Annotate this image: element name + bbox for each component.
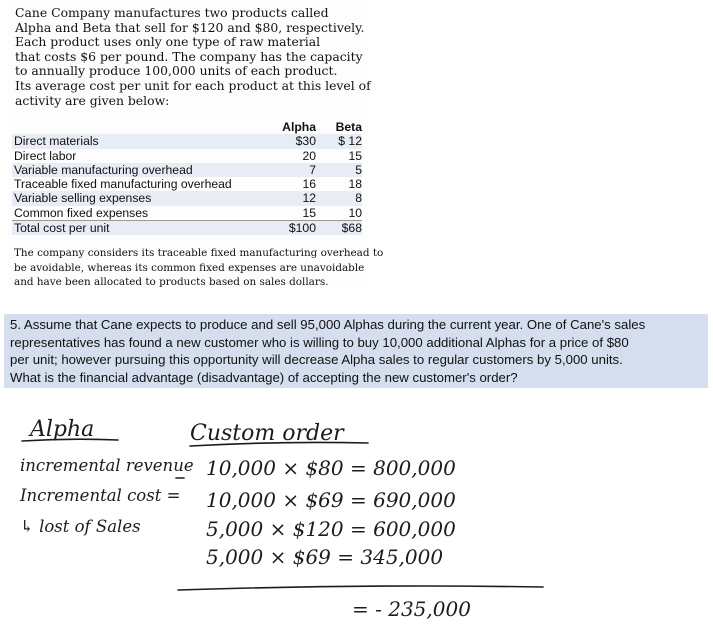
hand-heading-right: Custom order xyxy=(190,421,344,446)
hand-result: = - 235,000 xyxy=(352,597,471,621)
alpha-cost: 7 xyxy=(264,163,316,177)
row-label: Total cost per unit xyxy=(12,221,264,236)
alpha-cost: 15 xyxy=(302,205,316,220)
hand-label: incremental revenue xyxy=(20,456,194,475)
table-header-alpha: Alpha xyxy=(282,120,316,134)
row-label: Direct labor xyxy=(14,148,77,163)
note-line: and have been allocated to products based on sales dollars. xyxy=(14,276,329,289)
question-line: representatives has found a new customer who is willing to buy 10,000 additional Alphas for a price of $80 xyxy=(10,334,629,350)
table-header-beta: Beta xyxy=(335,120,362,134)
hand-label: ↳ lost of Sales xyxy=(20,517,141,536)
hand-calc-line: 10,000 × $69 = 690,000 xyxy=(206,488,456,512)
intro-line: Cane Company manufactures two products called xyxy=(15,5,329,20)
beta-cost: 8 xyxy=(316,191,362,205)
question-line: per unit; however pursuing this opportunity will decrease Alpha sales to regular customers by 5,000 units. xyxy=(10,352,623,368)
alpha-cost: 20 xyxy=(302,148,316,163)
intro-line: that costs $6 per pound. The company has the capacity xyxy=(15,48,363,64)
beta-cost: $ 12 xyxy=(316,134,362,148)
row-label: Common fixed expenses xyxy=(14,205,149,220)
hand-heading-left: Alpha xyxy=(30,417,95,442)
beta-cost: $68 xyxy=(316,221,362,236)
hand-calc-line: 5,000 × $69 = 345,000 xyxy=(206,545,444,569)
question-line: What is the financial advantage (disadvantage) of accepting the new customer's order? xyxy=(10,369,518,385)
question-line: 5. Assume that Cane expects to produce and sell 95,000 Alphas during the current year. One of Cane's sales xyxy=(10,317,646,332)
row-label: Variable manufacturing overhead xyxy=(12,163,264,177)
intro-line: to annually produce 100,000 units of each product. xyxy=(15,63,338,79)
beta-cost: 5 xyxy=(316,163,362,177)
row-label: Direct materials xyxy=(12,134,264,148)
alpha-cost: $30 xyxy=(264,134,316,148)
intro-line: activity are given below: xyxy=(15,92,170,108)
sum-rule xyxy=(178,586,543,590)
intro-line: Its average cost per unit for each product at this level of xyxy=(15,77,371,93)
note-line: The company considers its traceable fixed manufacturing overhead to xyxy=(14,247,384,259)
row-label: Variable selling expenses xyxy=(12,191,264,205)
hand-calc-line: 5,000 × $120 = 600,000 xyxy=(206,517,456,541)
beta-cost: 15 xyxy=(348,148,362,163)
alpha-cost: $100 xyxy=(264,221,316,236)
beta-cost: 10 xyxy=(348,205,362,220)
beta-cost: 18 xyxy=(348,177,362,192)
intro-line: Each product uses only one type of raw material xyxy=(15,34,321,50)
alpha-cost: 12 xyxy=(264,191,316,205)
row-label: Traceable fixed manufacturing overhead xyxy=(14,177,232,192)
alpha-cost: 16 xyxy=(302,177,316,192)
hand-label: Incremental cost = xyxy=(20,486,181,505)
intro-line: Alpha and Beta that sell for $120 and $80, respectively. xyxy=(15,19,365,35)
note-line: be avoidable, whereas its common fixed expenses are unavoidable xyxy=(14,261,365,274)
hand-calc-line: 10,000 × $80 = 800,000 xyxy=(206,456,456,480)
